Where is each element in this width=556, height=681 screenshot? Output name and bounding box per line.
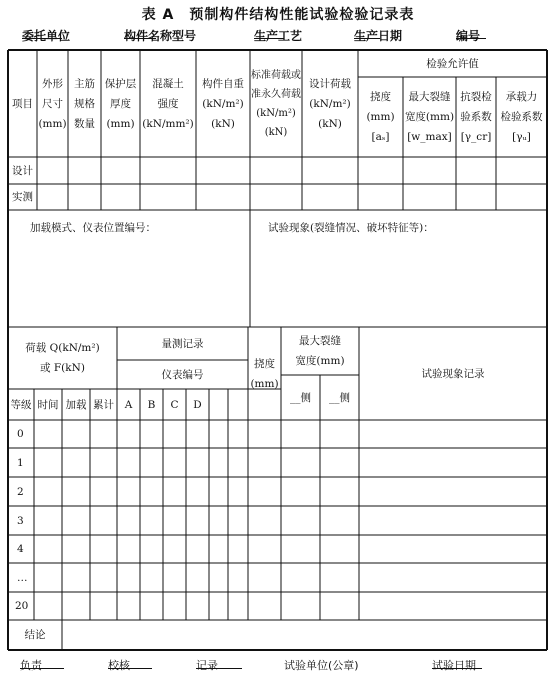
responsible-label: 负责: [20, 659, 42, 672]
col-rebar-line-2: 规格: [74, 97, 95, 110]
max-crack-header: [281, 327, 359, 375]
allow-deflection-line-3: [aₛ]: [371, 131, 390, 143]
col-selfweight-header: [196, 50, 250, 157]
col-design-load-line-1: 设计荷载: [309, 77, 351, 90]
row-design-label: 设计: [12, 164, 33, 177]
allowable-header: 检验允许值: [426, 57, 479, 70]
col-standard-load-line-4: (kN): [264, 126, 288, 138]
subheader-time: 时间: [37, 398, 59, 411]
col-concrete-line-3: (kN/mm²): [142, 117, 194, 130]
col-dimension-line-1: 外形: [41, 77, 63, 90]
subheader-a: A: [124, 398, 133, 411]
measure-record-header: 量测记录: [161, 337, 204, 350]
level-row-label: 0: [17, 428, 24, 440]
deflection-header: [248, 327, 281, 420]
subheader-b: B: [147, 398, 156, 411]
col-standard-load-line-3: (kN/m²): [256, 107, 296, 119]
allow-deflection-line-1: 挠度: [369, 91, 391, 103]
allow-crack-resistance-line-3: [γ_cr]: [460, 131, 492, 143]
allow-crack-line-3: [w_max]: [407, 131, 452, 143]
col-rebar-line-1: 主筋: [74, 77, 95, 90]
level-row-label: 4: [17, 543, 24, 555]
level-row-label: 2: [17, 485, 24, 498]
test-record-header: 试验现象记录: [421, 367, 485, 380]
row-measured-label: 实测: [12, 191, 33, 203]
test-unit-label: 试验单位(公章): [284, 659, 359, 672]
col-design-load-header: [302, 50, 358, 157]
allow-deflection-line-2: (mm): [366, 111, 395, 123]
col-selfweight-line-2: (kN/m²): [202, 97, 244, 110]
subheader-d: D: [193, 398, 202, 411]
form-title: 表 A 预制构件结构性能试验检验记录表: [141, 7, 415, 23]
col-concrete-line-2: 强度: [157, 97, 179, 110]
col-selfweight-line-1: 构件自重: [202, 77, 244, 90]
col-concrete-header: [140, 50, 196, 157]
level-row-label: …: [17, 571, 28, 584]
col-dimension-line-2: 尺寸: [41, 97, 63, 110]
deflection-header-line-2: (mm): [250, 377, 279, 390]
subheader-c: C: [170, 398, 179, 411]
allow-capacity-line-1: 承载力: [505, 91, 538, 103]
col-selfweight-line-3: (kN): [211, 117, 235, 130]
allow-capacity-header: [496, 77, 547, 157]
item-header: 项目: [12, 97, 33, 110]
test-phenomena-label: 试验现象(裂缝情况、破坏特征等)：: [268, 222, 434, 234]
test-date-label: 试验日期: [432, 659, 476, 672]
allow-crack-resistance-line-2: 验系数: [460, 111, 492, 123]
number-label: 编号: [456, 29, 481, 43]
allow-crack-line-1: 最大裂缝: [408, 91, 451, 103]
crack-side-2: __侧: [329, 391, 350, 404]
col-standard-load-header: [250, 50, 302, 157]
allow-capacity-line-2: 检验系数: [500, 111, 543, 123]
col-dimension-header: [37, 50, 68, 157]
col-dimension-line-3: (mm): [38, 117, 67, 130]
allow-crack-resistance-header: [456, 77, 496, 157]
component-label: 构件名称型号: [124, 29, 197, 43]
load-header-line-2: 或 F(kN): [40, 362, 85, 374]
col-cover-header: [101, 50, 140, 157]
col-rebar-header: [68, 50, 101, 157]
allow-deflection-header: [358, 77, 403, 157]
load-header: [8, 327, 117, 389]
max-crack-header-line-2: 宽度(mm): [295, 355, 345, 367]
allow-crack-header: [403, 77, 456, 157]
instrument-number-header: 仪表编号: [161, 368, 204, 381]
subheader-cumulative: 累计: [93, 398, 114, 411]
process-label: 生产工艺: [254, 29, 303, 43]
max-crack-header-line-1: 最大裂缝: [298, 335, 341, 347]
allow-crack-resistance-line-1: 抗裂检: [460, 91, 492, 103]
date-label: 生产日期: [354, 29, 403, 43]
allow-capacity-line-3: [γᵤ]: [512, 131, 531, 143]
col-concrete-line-1: 混凝土: [152, 77, 184, 90]
level-row-label: 3: [17, 514, 24, 527]
level-row-label: 20: [15, 600, 29, 612]
col-cover-line-3: (mm): [106, 117, 135, 130]
allow-crack-line-2: 宽度(mm): [404, 111, 455, 123]
col-cover-line-1: 保护层: [104, 77, 137, 90]
load-header-line-1: 荷载 Q(kN/m²): [25, 342, 100, 354]
client-label: 委托单位: [22, 29, 71, 43]
checker-label: 校核: [108, 659, 130, 672]
col-rebar-line-3: 数量: [74, 117, 95, 130]
level-row-label: 1: [17, 456, 24, 469]
crack-side-1: __侧: [290, 391, 311, 404]
recorder-label: 记录: [196, 659, 218, 672]
col-standard-load-line-1: 标准荷载或: [251, 69, 301, 81]
subheader-load: 加载: [65, 398, 87, 411]
subheader-level: 等级: [10, 398, 32, 411]
col-cover-line-2: 厚度: [110, 97, 131, 110]
loading-mode-label: 加载模式、仪表位置编号：: [30, 222, 156, 234]
col-design-load-line-2: (kN/m²): [309, 97, 351, 110]
deflection-header-line-1: 挠度: [253, 357, 275, 370]
col-standard-load-line-2: 准永久荷载: [251, 88, 301, 100]
conclusion-label: 结论: [24, 629, 46, 641]
col-design-load-line-3: (kN): [318, 117, 342, 130]
